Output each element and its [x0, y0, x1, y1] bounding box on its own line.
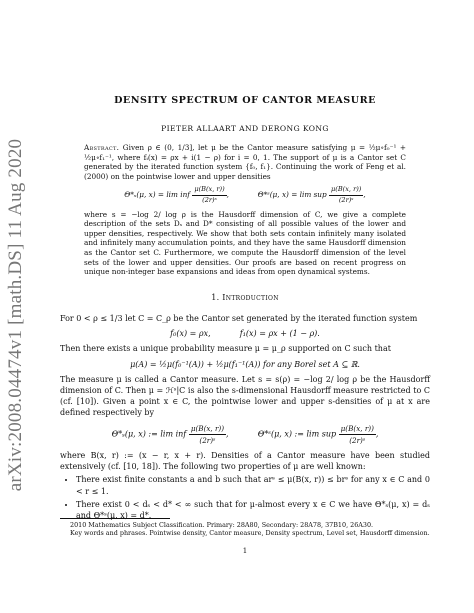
- ifs-equation: [60, 328, 430, 339]
- abstract-eq-numerator-2: μ(B(x, r)): [329, 185, 363, 196]
- page-number: 1: [242, 547, 248, 555]
- intro-paragraph-3: The measure μ is called a Cantor measure. Let s = s(ρ) = −log 2/ log ρ be the Hausdorff dimension of C. Then μ = ℋˢ|C is also the s-dimensional Hausdorff measure restricted to C (cf. [10]). Given a point x ∈ C, the pointwise lower and upper s-densities of μ at x are defined respectively by: [60, 374, 430, 418]
- footnote-keywords: Key words and phrases. Pointwise density, Cantor measure, Density spectrum, Level set, Hausdorff dimension.: [70, 529, 430, 538]
- density-fraction-2: [339, 423, 376, 446]
- abstract-eq-denominator-1: (2r)ˢ: [202, 195, 217, 204]
- properties-list: [60, 474, 430, 521]
- density-fraction-1: [189, 423, 226, 446]
- arxiv-stamp: [4, 105, 28, 525]
- abstract-density-equation: Θ*ₛ(μ, x) = lim inf $\frac{\mu(B(x, r))}{\text{(2r)ˢ}}$ , Θ*ˢ(μ, x) = lim sup $\frac{\mu(B(x, r))}{\text{(2r)ˢ}}$ ,: [124, 185, 366, 204]
- density-upper-def: Θ*ˢ(μ, x) := lim sup: [257, 429, 337, 439]
- abstract-paragraph-1: Given ρ ∈ (0, 1/3], let μ be the Cantor measure satisfying μ = ½μ∘f₀⁻¹ + ½μ∘f₁⁻¹, where fᵢ(x) = ρx + i(1 − ρ) for i = 0, 1. The support of μ is a Cantor set C generated by the iterated function system {f₀, f₁}. Continuing the work of Feng et al. (2000) on the pointwise lower and upper densities: [84, 143, 407, 181]
- section-heading: 1. Introduction: [211, 293, 279, 302]
- footnote-divider: [60, 518, 170, 519]
- intro-paragraph-2: Then there exists a unique probability measure μ = μ_ρ supported on C such that: [60, 344, 391, 354]
- abstract-eq-fraction-2: [329, 185, 363, 205]
- paper-title: DENSITY SPECTRUM OF CANTOR MEASURE: [114, 95, 376, 106]
- density-denominator-1: (2r)ˢ: [199, 435, 216, 445]
- arxiv-stamp-text: arXiv:2008.04474v1 [math.DS] 11 Aug 2020: [5, 138, 27, 492]
- footnote-msc: 2010 Mathematics Subject Classification. Primary: 28A80, Secondary: 28A78, 37B10, 26A30.: [70, 521, 374, 529]
- ifs-f0: f₀(x) = ρx,: [170, 329, 211, 339]
- abstract-eq-fraction-1: [192, 185, 226, 205]
- abstract-eq-denominator-2: (2r)ˢ: [338, 195, 354, 204]
- abstract-eq-lower: Θ*ₛ(μ, x) = lim inf: [124, 190, 190, 200]
- density-denominator-2: (2r)ˢ: [349, 435, 366, 445]
- density-numerator-2: μ(B(x, r)): [339, 423, 376, 435]
- abstract-eq-upper: Θ*ˢ(μ, x) = lim sup: [257, 190, 327, 200]
- intro-paragraph-1: For 0 < ρ ≤ 1/3 let C = C_ρ be the Cantor set generated by the iterated function system: [60, 314, 418, 323]
- ifs-f1: f₁(x) = ρx + (1 − ρ).: [239, 329, 320, 339]
- abstract: [84, 143, 406, 277]
- paper-authors: PIETER ALLAART AND DERONG KONG: [161, 124, 329, 133]
- introduction-body: [60, 313, 430, 523]
- measure-equation: μ(A) = ½μ(f₀⁻¹(A)) + ½μ(f₁⁻¹(A)) for any Borel set A ⊆ ℝ.: [130, 359, 360, 369]
- footnote: [60, 521, 430, 538]
- abstract-paragraph-2: where s = −log 2/ log ρ is the Hausdorff dimension of C, we give a complete description of the sets Dₛ and D* consisting of all possible values of the lower and upper densities, respectively. We show that both sets contain infinitely many isolated and infinitely many accumulation points, and they have the same Hausdorff dimension as the Cantor set C. Furthermore, we compute the Hausdorff dimension of the level sets of the lower and upper densities. Our proofs are based on recent progress on unique non-integer base expansions and ideas from open dynamical systems.: [84, 209, 406, 277]
- list-item: • There exist 0 < dₛ < d* < ∞ such that for μ-almost every x ∈ C we have Θ*ₛ(μ, x) = dₛ and Θ*ˢ(μ, x) = d*.: [76, 499, 430, 521]
- list-item: • There exist finite constants a and b such that arˢ ≤ μ(B(x, r)) ≤ brˢ for any x ∈ C and 0 < r ≤ 1.: [76, 474, 430, 496]
- density-definition-equation: Θ*ₛ(μ, x) := lim inf $\frac{\mu(B(x, r))}{\text{(2r)ˢ}}$ , Θ*ˢ(μ, x) := lim sup $\frac{\mu(B(x, r))}{\text{(2r)ˢ}}$ ,: [111, 423, 379, 445]
- intro-paragraph-4: where B(x, r) := (x − r, x + r). Densities of a Cantor measure have been studied extensively (cf. [10, 18]). The following two properties of μ are well known:: [60, 451, 430, 472]
- abstract-eq-numerator-1: μ(B(x, r)): [192, 185, 226, 196]
- density-numerator-1: μ(B(x, r)): [189, 423, 226, 435]
- density-lower-def: Θ*ₛ(μ, x) := lim inf: [111, 429, 187, 439]
- abstract-label: Abstract.: [84, 143, 120, 152]
